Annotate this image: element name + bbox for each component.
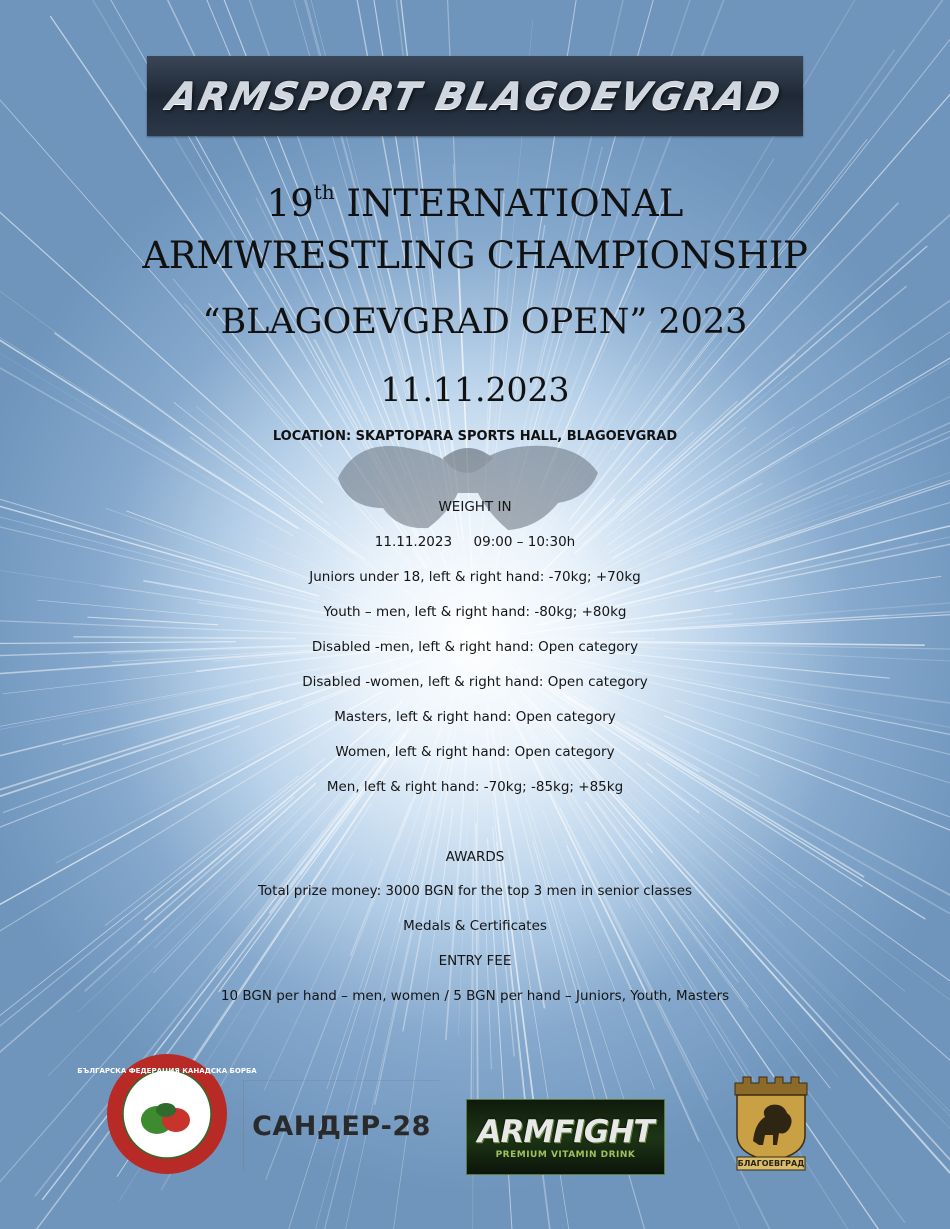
event-date: 11.11.2023: [380, 370, 570, 409]
category-disabled-women: Disabled -women, left & right hand: Open category: [302, 674, 648, 690]
entry-fee-heading: ENTRY FEE: [438, 953, 512, 969]
coat-of-arms-icon: [731, 1073, 811, 1173]
weigh-in-heading: WEIGHT IN: [438, 499, 512, 515]
federation-logo: [77, 1058, 257, 1170]
awards-heading: AWARDS: [445, 849, 505, 865]
category-youth: Youth – men, left & right hand: -80kg; +80kg: [323, 604, 627, 620]
category-women: Women, left & right hand: Open category: [335, 744, 615, 760]
sander-28-text: САНДЕР-28: [252, 1110, 431, 1142]
armfight-title: ARMFIGHT: [477, 1114, 654, 1150]
category-disabled-men: Disabled -men, left & right hand: Open category: [311, 639, 639, 655]
blagoevgrad-coat-of-arms: [731, 1073, 811, 1173]
title-ordinal-suffix: th: [313, 179, 335, 204]
city-label: БЛАГОЕВГРАД: [737, 1159, 805, 1168]
title-line-2: ARMWRESTLING CHAMPIONSHIP: [142, 234, 808, 277]
category-masters: Masters, left & right hand: Open category: [334, 709, 616, 725]
category-juniors: Juniors under 18, left & right hand: -70kg; +70kg: [309, 569, 641, 585]
title-line-3: “BLAGOEVGRAD OPEN” 2023: [202, 302, 748, 342]
title-line-1: [0, 179, 950, 225]
medals-certificates: Medals & Certificates: [403, 918, 547, 934]
banner-title: ARMSPORT BLAGOEVGRAD: [163, 74, 787, 118]
federation-logo-ring-text: БЪЛГАРСКА ФЕДЕРАЦИЯ КАНАДСКА БОРБА: [77, 1067, 257, 1075]
category-men: Men, left & right hand: -70kg; -85kg; +85kg: [326, 779, 624, 795]
header-banner: [147, 56, 803, 136]
location-text: LOCATION: SKAPTOPARA SPORTS HALL, BLAGOEVGRAD: [272, 429, 678, 444]
entry-fee-text: 10 BGN per hand – men, women / 5 BGN per hand – Juniors, Youth, Masters: [220, 988, 730, 1004]
prize-money: Total prize money: 3000 BGN for the top 3 men in senior classes: [257, 883, 693, 899]
title-international: INTERNATIONAL: [334, 182, 684, 225]
armfight-subtitle: PREMIUM VITAMIN DRINK: [495, 1150, 636, 1160]
title-ordinal: 19: [266, 182, 314, 225]
weigh-in-time: 11.11.2023 09:00 – 10:30h: [374, 534, 576, 550]
sander-28-logo: [243, 1080, 439, 1171]
armfight-logo: [466, 1099, 665, 1175]
